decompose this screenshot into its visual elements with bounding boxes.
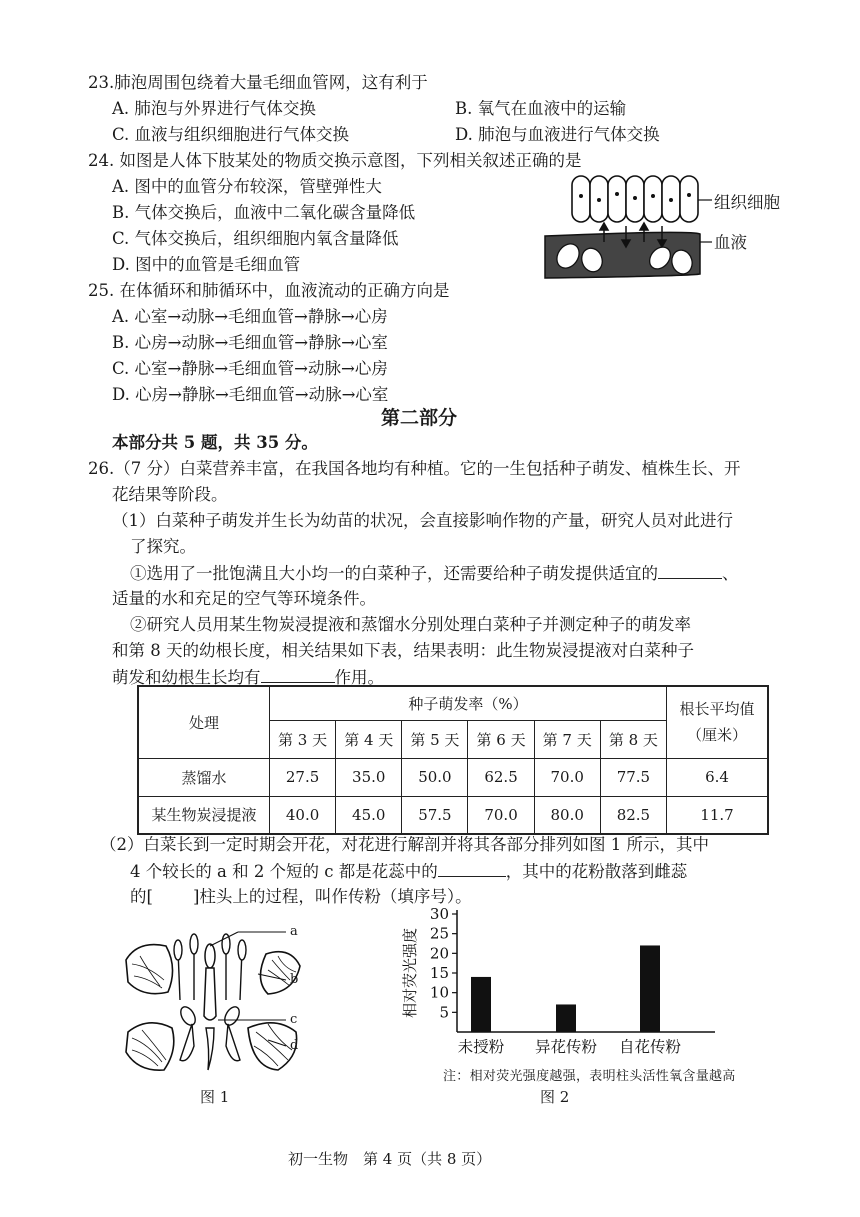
q26-p2-bracket-tail: ]柱头上的过程，叫作传粉（填序号）。	[192, 887, 472, 906]
table-cell: 70.0	[468, 796, 534, 834]
header-day: 第 5 天	[402, 720, 468, 758]
fig1-caption: 图 1	[200, 1088, 230, 1106]
q23-option-a[interactable]: A. 肺泡与外界进行气体交换	[112, 99, 316, 118]
x-category-label: 自花传粉	[618, 1038, 682, 1056]
fig2-note: 注：相对荧光强度越强，表明柱头活性氧含量越高	[443, 1069, 736, 1084]
table-cell: 35.0	[336, 758, 402, 796]
y-tick-label: 30	[429, 905, 449, 923]
y-tick-label: 25	[429, 924, 449, 943]
header-day: 第 4 天	[336, 720, 402, 758]
bar-3	[640, 945, 660, 1032]
table-cell: 50.0	[402, 758, 468, 796]
q26-s2-text: 萌发和幼根生长均有	[112, 668, 261, 687]
germination-table	[137, 685, 769, 835]
header-day: 第 3 天	[270, 720, 336, 758]
bar-2	[556, 1004, 576, 1032]
table-row	[138, 796, 768, 834]
q24-stem: 24. 如图是人体下肢某处的物质交换示意图，下列相关叙述正确的是	[88, 151, 582, 170]
q24-label-tissue-cells: 组织细胞	[714, 193, 780, 212]
table-cell: 77.5	[600, 758, 666, 796]
q23-option-b[interactable]: B. 氧气在血液中的运输	[455, 99, 627, 118]
fig1-label-a: a	[290, 924, 298, 939]
y-tick-label: 20	[429, 944, 449, 963]
q26-s2-line2: 和第 8 天的幼根长度，相关结果如下表，结果表明：此生物炭浸提液对白菜种子	[112, 641, 694, 660]
q26-s1-line2: 适量的水和充足的空气等环境条件。	[112, 589, 376, 608]
fig1-label-d: d	[290, 1038, 299, 1053]
q25-stem: 25. 在体循环和肺循环中，血液流动的正确方向是	[88, 281, 450, 300]
table-cell: 6.4	[667, 758, 769, 796]
header-root-length	[667, 686, 769, 758]
q26-p2-tail: ，其中的花粉散落到雌蕊	[505, 862, 688, 881]
table-cell: 57.5	[402, 796, 468, 834]
table-cell: 27.5	[270, 758, 336, 796]
header-root-length-2: （厘米）	[686, 726, 747, 745]
q26-p1-line2: 了探究。	[130, 537, 196, 556]
fig1-label-c: c	[290, 1012, 298, 1027]
table-cell: 70.0	[534, 758, 600, 796]
answer-blank-conditions[interactable]	[658, 562, 722, 579]
y-tick-label: 5	[439, 1003, 449, 1022]
part2-title: 第二部分	[381, 407, 458, 429]
q26-line1: 26.（7 分）白菜营养丰富，在我国各地均有种植。它的一生包括种子萌发、植株生长、开	[88, 459, 741, 478]
q26-p2-text: 4 个较长的 a 和 2 个短的 c 都是花蕊中的	[130, 862, 438, 881]
table-cell: 11.7	[667, 796, 769, 834]
q23-option-c[interactable]: C. 血液与组织细胞进行气体交换	[112, 125, 350, 144]
q23-stem: 23.肺泡周围包绕着大量毛细血管网，这有利于	[88, 73, 428, 92]
q26-p1-line1: （1）白菜种子萌发并生长为幼苗的状况，会直接影响作物的产量，研究人员对此进行	[112, 511, 733, 530]
bar-1	[471, 977, 491, 1032]
q25-option-a[interactable]: A. 心室→动脉→毛细血管→静脉→心房	[112, 307, 388, 326]
table-cell: 40.0	[270, 796, 336, 834]
q26-s1-line1	[130, 562, 739, 585]
answer-blank-effect[interactable]	[261, 666, 335, 683]
flower-dissection-figure	[118, 920, 308, 1090]
table-cell: 82.5	[600, 796, 666, 834]
header-root-length-1: 根长平均值	[679, 700, 755, 719]
fluorescence-bar-chart	[395, 900, 725, 1065]
q24-label-blood: 血液	[714, 233, 747, 252]
row-name: 蒸馏水	[138, 758, 270, 796]
q24-option-c[interactable]: C. 气体交换后，组织细胞内氧含量降低	[112, 229, 399, 248]
table-cell: 45.0	[336, 796, 402, 834]
q26-s1-text: ①选用了一批饱满且大小均一的白菜种子，还需要给种子萌发提供适宜的	[130, 564, 658, 583]
part2-intro: 本部分共 5 题，共 35 分。	[112, 433, 318, 452]
table-cell: 62.5	[468, 758, 534, 796]
y-tick-label: 15	[429, 964, 449, 982]
q26-s2-line1: ②研究人员用某生物炭浸提液和蒸馏水分别处理白菜种子并测定种子的萌发率	[130, 615, 691, 634]
header-day: 第 7 天	[534, 720, 600, 758]
q26-line2: 花结果等阶段。	[112, 485, 228, 504]
y-axis-label: 相对荧光强度	[401, 927, 419, 1019]
row-name: 某生物炭浸提液	[138, 796, 270, 834]
q23-option-d[interactable]: D. 肺泡与血液进行气体交换	[455, 125, 660, 144]
q24-option-a[interactable]: A. 图中的血管分布较深，管壁弹性大	[112, 177, 382, 196]
q26-p2-bracket-open: 的[	[130, 887, 153, 906]
page-footer: 初一生物 第 4 页（共 8 页）	[288, 1150, 492, 1168]
q25-option-c[interactable]: C. 心室→静脉→毛细血管→动脉→心房	[112, 359, 388, 378]
q26-s1-comma: 、	[722, 564, 739, 583]
q26-s2-tail: 作用。	[334, 668, 384, 687]
q24-option-b[interactable]: B. 气体交换后，血液中二氧化碳含量降低	[112, 203, 416, 222]
header-treatment: 处理	[138, 686, 270, 758]
table-cell: 80.0	[534, 796, 600, 834]
y-tick-label: 10	[429, 983, 449, 1002]
header-germination-rate: 种子萌发率（%）	[270, 686, 667, 720]
fig2-caption: 图 2	[540, 1088, 570, 1106]
q25-option-b[interactable]: B. 心房→动脉→毛细血管→静脉→心室	[112, 333, 388, 352]
x-category-label: 未授粉	[457, 1038, 505, 1056]
fig1-label-b: b	[290, 972, 299, 987]
x-category-label: 异花传粉	[534, 1038, 598, 1056]
q25-option-d[interactable]: D. 心房→静脉→毛细血管→动脉→心室	[112, 385, 389, 404]
answer-blank-stamen[interactable]	[438, 860, 506, 877]
table-row	[138, 758, 768, 796]
q24-option-d[interactable]: D. 图中的血管是毛细血管	[112, 255, 301, 274]
q26-p2-line2	[130, 860, 687, 883]
q24-exchange-diagram	[540, 170, 840, 285]
header-day: 第 8 天	[600, 720, 666, 758]
q26-p2-line1: （2）白菜长到一定时期会开花，对花进行解剖并将其各部分排列如图 1 所示，其中	[100, 835, 709, 854]
header-day: 第 6 天	[468, 720, 534, 758]
